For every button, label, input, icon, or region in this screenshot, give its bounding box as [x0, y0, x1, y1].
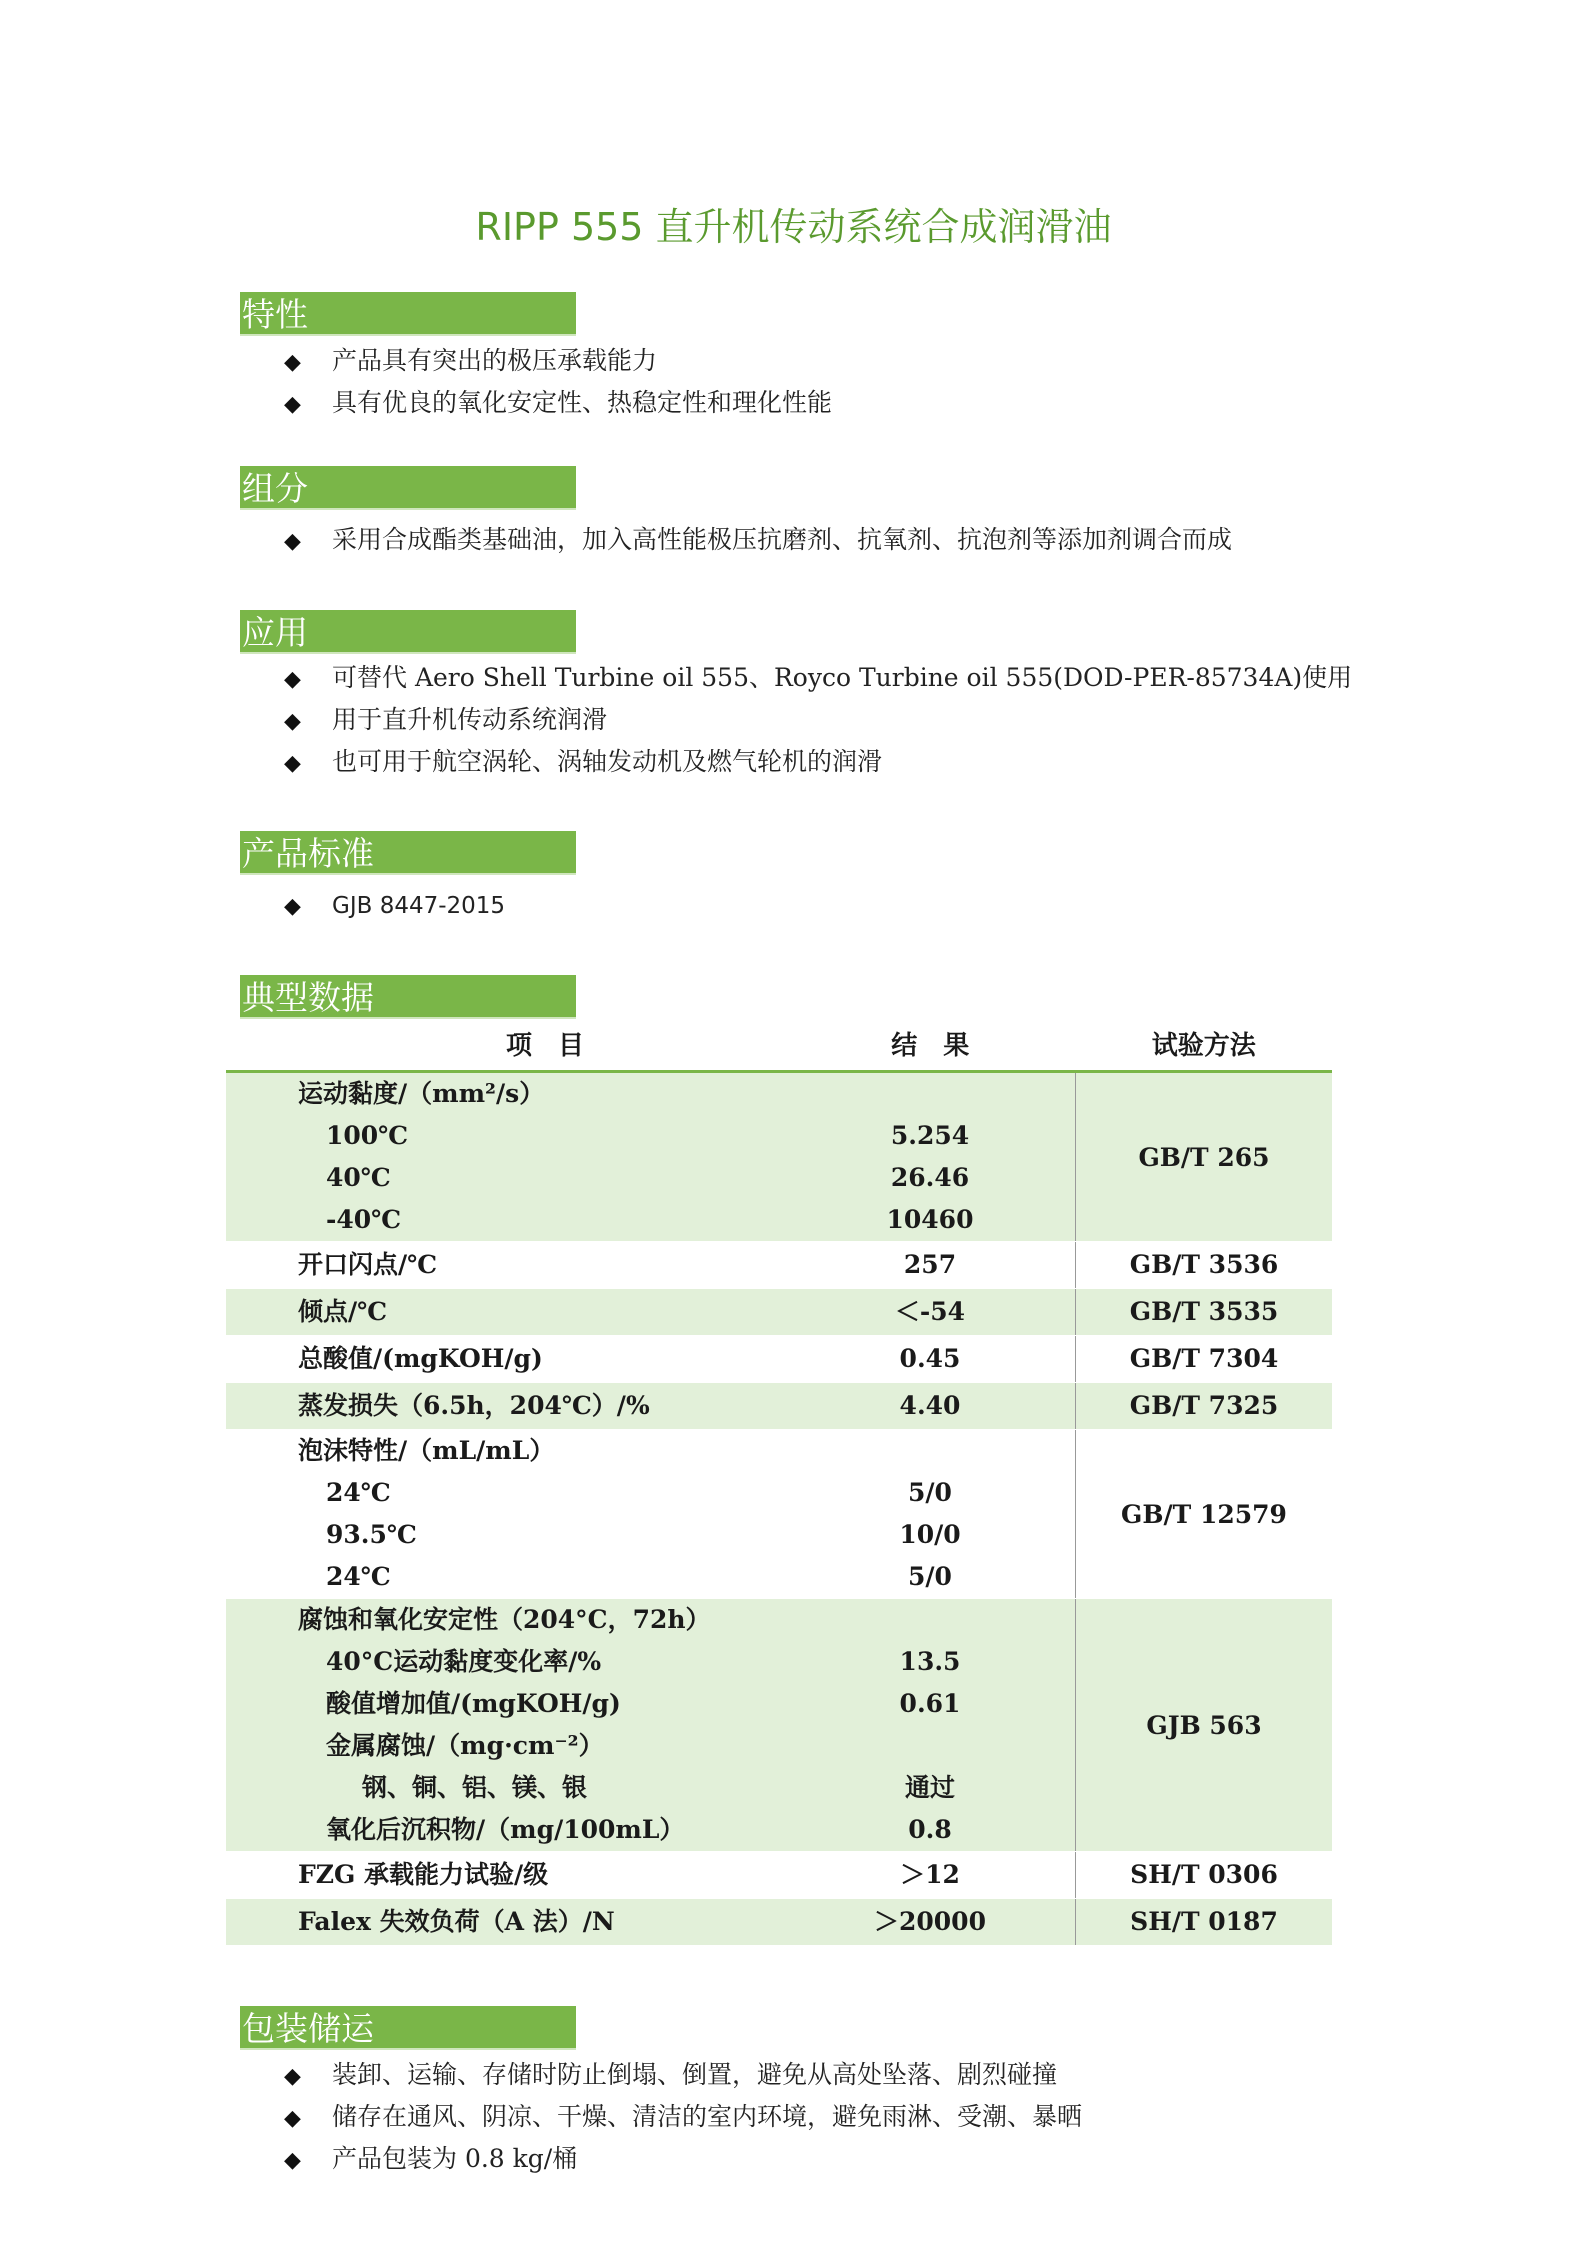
section-heading-packaging: 包装储运	[240, 2006, 576, 2050]
column-header-result: 结 果	[785, 1016, 1076, 1072]
list-item: ◆ 采用合成酯类基础油，加入高性能极压抗磨剂、抗氧剂、抗泡剂等添加剂调合而成	[284, 519, 1232, 561]
table-row: 总酸值/(mgKOH/g) 0.45 GB/T 7304	[226, 1336, 1332, 1383]
diamond-bullet-icon: ◆	[284, 2106, 301, 2131]
diamond-bullet-icon: ◆	[284, 2064, 301, 2089]
table-row: 开口闪点/℃ 257 GB/T 3536	[226, 1242, 1332, 1289]
diamond-bullet-icon: ◆	[284, 751, 301, 776]
diamond-bullet-icon: ◆	[284, 392, 301, 417]
diamond-bullet-icon: ◆	[284, 667, 301, 692]
list-item: ◆ 装卸、运输、存储时防止倒塌、倒置，避免从高处坠落、剧烈碰撞	[284, 2054, 1082, 2096]
diamond-bullet-icon: ◆	[284, 2148, 301, 2173]
list-item: ◆ GJB 8447-2015	[284, 884, 505, 926]
table-row: Falex 失效负荷（A 法）/N ＞20000 SH/T 0187	[226, 1899, 1332, 1946]
packaging-list	[284, 2054, 1082, 2180]
composition-list	[284, 519, 1232, 561]
table-row: FZG 承载能力试验/级 ＞12 SH/T 0306	[226, 1852, 1332, 1899]
list-item: ◆ 可替代 Aero Shell Turbine oil 555、Royco Turbine oil 555(DOD-PER-85734A)使用	[284, 657, 1352, 699]
application-list	[284, 657, 1352, 783]
section-heading-features: 特性	[240, 292, 576, 336]
section-heading-composition: 组分	[240, 466, 576, 510]
list-item: ◆ 储存在通风、阴凉、干燥、清洁的室内环境，避免雨淋、受潮、暴晒	[284, 2096, 1082, 2138]
section-heading-application: 应用	[240, 610, 576, 654]
standard-list	[284, 884, 505, 926]
list-item: ◆ 也可用于航空涡轮、涡轴发动机及燃气轮机的润滑	[284, 741, 1352, 783]
table-row: 运动黏度/（mm²/s） 100℃ 40℃ -40℃ 5.254 26.46 10460 GB/T 265	[226, 1072, 1332, 1242]
features-list	[284, 340, 832, 424]
list-item: ◆ 产品包装为 0.8 kg/桶	[284, 2138, 1082, 2180]
table-row: 泡沫特性/（mL/mL） 24℃ 93.5℃ 24℃ 5/0 10/0 5/0 GB/T 12579	[226, 1430, 1332, 1599]
column-header-method: 试验方法	[1076, 1016, 1333, 1072]
table-row: 腐蚀和氧化安定性（204°C，72h） 40°C运动黏度变化率/% 酸值增加值/(mgKOH/g) 金属腐蚀/（mg·cm⁻²） 钢、铜、铝、镁、银 氧化后沉积物/（mg/100mL） 13.5 0.61 通过 0.8 GJB 563	[226, 1599, 1332, 1852]
diamond-bullet-icon: ◆	[284, 529, 301, 554]
page-title: RIPP 555 直升机传动系统合成润滑油	[475, 205, 1112, 249]
list-item: ◆ 具有优良的氧化安定性、热稳定性和理化性能	[284, 382, 832, 424]
diamond-bullet-icon: ◆	[284, 894, 301, 919]
diamond-bullet-icon: ◆	[284, 709, 301, 734]
section-heading-typical-data: 典型数据	[240, 975, 576, 1019]
list-item: ◆ 产品具有突出的极压承载能力	[284, 340, 832, 382]
list-item: ◆ 用于直升机传动系统润滑	[284, 699, 1352, 741]
table-row: 蒸发损失（6.5h，204℃）/% 4.40 GB/T 7325	[226, 1383, 1332, 1430]
typical-data-table	[226, 1016, 1332, 1945]
section-heading-standard: 产品标准	[240, 831, 576, 875]
diamond-bullet-icon: ◆	[284, 350, 301, 375]
column-header-item: 项 目	[226, 1016, 785, 1072]
table-row: 倾点/℃ ＜-54 GB/T 3535	[226, 1289, 1332, 1336]
